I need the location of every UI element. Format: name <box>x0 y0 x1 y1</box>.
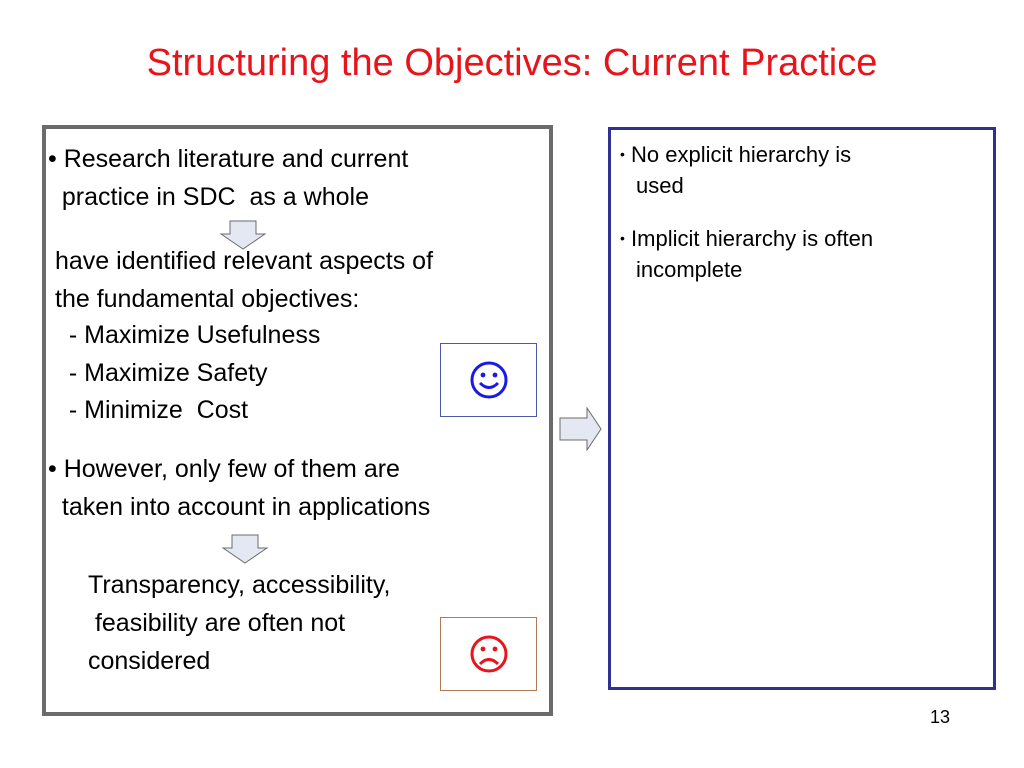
bullet-marker: • <box>620 146 625 162</box>
transparency-line1: Transparency, accessibility, <box>88 571 391 599</box>
slide-title: Structuring the Objectives: Current Practice <box>146 42 878 84</box>
happy-face-box <box>440 343 537 417</box>
transparency-line2: feasibility are often not <box>88 609 346 637</box>
bullet-research-line2: practice in SDC as a whole <box>48 183 369 211</box>
happy-face-icon <box>469 360 509 400</box>
bullet-however-line1: • However, only few of them are <box>48 455 400 483</box>
result-line1: have identified relevant aspects of <box>55 247 434 275</box>
right-content-panel <box>608 127 996 690</box>
bullet-marker: • <box>620 230 625 246</box>
page-number: 13 <box>930 707 951 727</box>
sad-face-icon <box>469 634 509 674</box>
transparency-line3: considered <box>88 647 211 675</box>
bullet-research-line1: • Research literature and current <box>48 145 409 173</box>
right-arrow-icon <box>559 407 603 451</box>
bullet-however-line2: taken into account in applications <box>48 493 431 521</box>
sad-face-box <box>440 617 537 691</box>
right-bullet1-line1: • No explicit hierarchy is <box>620 142 852 167</box>
objective-cost: - Minimize Cost <box>55 396 249 424</box>
right-bullet1-line2: used <box>636 173 684 198</box>
right-bullet2-line1: • Implicit hierarchy is often <box>620 226 874 251</box>
objective-usefulness: - Maximize Usefulness <box>55 321 321 349</box>
objective-safety: - Maximize Safety <box>55 359 268 387</box>
result-line2: the fundamental objectives: <box>55 285 360 313</box>
right-bullet2-line2: incomplete <box>636 257 743 282</box>
down-arrow-icon <box>222 534 268 564</box>
